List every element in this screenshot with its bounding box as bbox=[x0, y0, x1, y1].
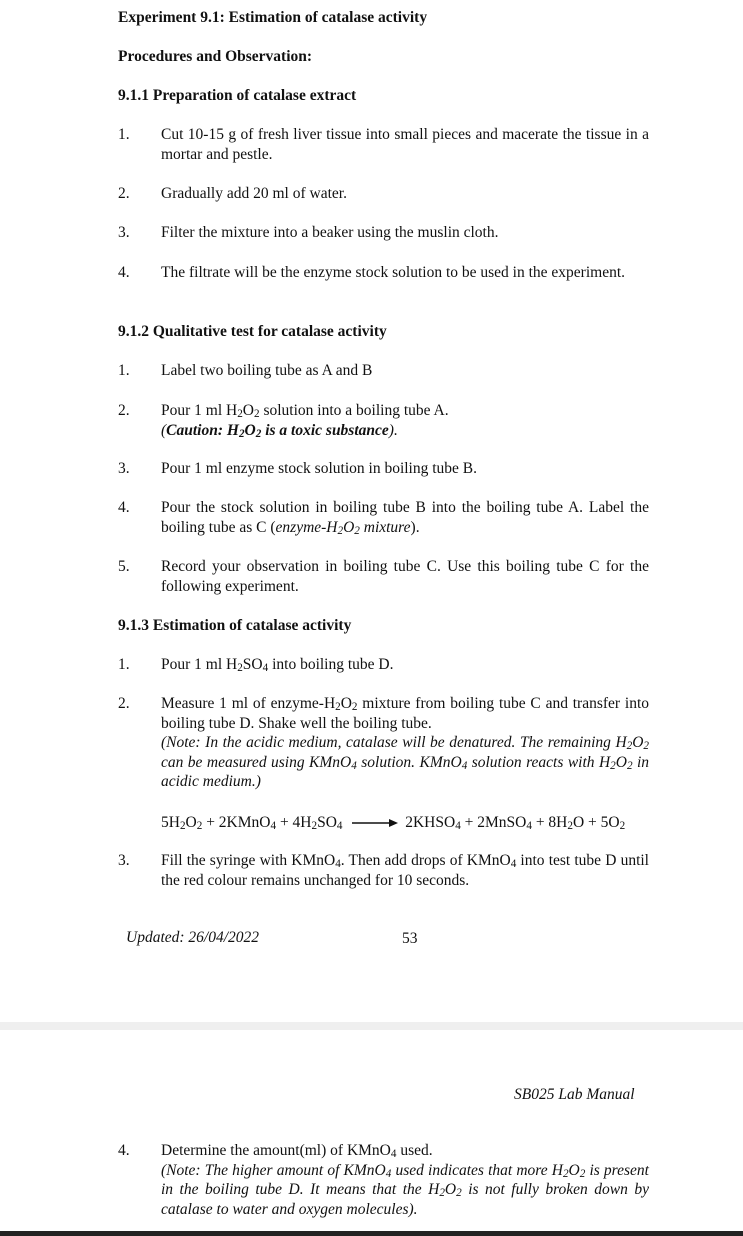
list-item: Measure 1 ml of enzyme-$H_2O_2$ mixture from boiling tube C and transfer into boiling tube D. Shake well the boiling tube. (Note: In the acidic medium, catalase will be denatured. The remaining $H_2O_2$ can be measured using KMnO$_4$ solution. KMnO$_4$ solution reacts with $H_2O_2$ in acidic medium.) bbox=[161, 695, 650, 791]
list-number: 2. bbox=[118, 402, 130, 419]
list-item: Gradually add 20 ml of water. bbox=[161, 185, 347, 202]
list-item: Fill the syringe with KMnO$_4$. Then add drops of KMnO$_4$ into test tube D until the red colour remains unchanged for 10 seconds. bbox=[161, 852, 649, 889]
list-number: 4. bbox=[118, 264, 130, 281]
list-number: 1. bbox=[118, 126, 130, 143]
list-item: Pour 1 ml enzyme stock solution in boiling tube B. bbox=[161, 460, 478, 477]
list-item: Filter the mixture into a beaker using the muslin cloth. bbox=[161, 224, 499, 241]
list-item: Determine the amount(ml) of KMnO$_4$ used. (Note: The higher amount of KMnO$_4$ used indicates that more $H_2O_2$ is present in the boiling tube D. It means that the $H_2O_2$ is not fully broken down by catalase to water and oxygen molecules). bbox=[161, 1142, 649, 1218]
updated-date: Updated: 26/04/2022 bbox=[126, 929, 260, 946]
page-divider bbox=[0, 1022, 743, 1030]
page-number: 53 bbox=[402, 930, 418, 947]
section-heading-9-1-3: 9.1.3 Estimation of catalase activity bbox=[118, 617, 352, 634]
list-item: Pour the stock solution in boiling tube B into the boiling tube A. Label the boiling tube as C ($enzyme-H_2O_2$ mixture). bbox=[161, 499, 649, 537]
chemical-equation: $5H_2O_2$ + 2KMnO$_4$ + $4H_2SO_4$ $2KHSO_4$ + 2MnSO$_4$ + $8H_2O + 5O_2$ bbox=[161, 814, 626, 832]
caution-note: (Caution: $H_2O_2$ is a toxic substance). bbox=[161, 421, 398, 440]
list-item: The filtrate will be the enzyme stock solution to be used in the experiment. bbox=[161, 264, 626, 281]
list-number: 4. bbox=[118, 499, 130, 516]
list-number: 4. bbox=[118, 1142, 130, 1159]
list-item: Record your observation in boiling tube C. Use this boiling tube C for the following experiment. bbox=[161, 558, 649, 595]
manual-header: SB025 Lab Manual bbox=[514, 1086, 635, 1103]
list-number: 1. bbox=[118, 656, 130, 673]
section-heading-9-1-1: 9.1.1 Preparation of catalase extract bbox=[118, 87, 357, 104]
list-item: Pour 1 ml $H_2SO_4$ into boiling tube D. bbox=[161, 656, 394, 674]
list-number: 2. bbox=[118, 185, 130, 202]
list-number: 3. bbox=[118, 224, 130, 241]
procedures-heading: Procedures and Observation: bbox=[118, 48, 313, 65]
list-number: 3. bbox=[118, 852, 130, 869]
note-text: (Note: In the acidic medium, catalase will be denatured. The remaining $H_2O_2$ can be measured using KMnO$_4$ solution. KMnO$_4$ solution reacts with $H_2O_2$ in acidic medium.) bbox=[161, 734, 650, 791]
bottom-edge bbox=[0, 1231, 743, 1236]
list-item: Label two boiling tube as A and B bbox=[161, 362, 373, 379]
note-text: (Note: The higher amount of KMnO$_4$ used indicates that more $H_2O_2$ is present in the boiling tube D. It means that the $H_2O_2$ is not fully broken down by catalase to water and oxygen molecules). bbox=[161, 1161, 649, 1218]
list-number: 1. bbox=[118, 362, 130, 379]
experiment-title: Experiment 9.1: Estimation of catalase activity bbox=[118, 9, 428, 26]
section-heading-9-1-2: 9.1.2 Qualitative test for catalase activity bbox=[118, 323, 387, 340]
list-item: Cut 10-15 g of fresh liver tissue into small pieces and macerate the tissue in a mortar and pestle. bbox=[161, 126, 649, 163]
reaction-arrow-icon bbox=[352, 818, 398, 828]
list-number: 3. bbox=[118, 460, 130, 477]
list-number: 5. bbox=[118, 558, 130, 575]
list-number: 2. bbox=[118, 695, 130, 712]
list-item: Pour 1 ml $H_2O_2$ solution into a boiling tube A. (Caution: $H_2O_2$ is a toxic substance). bbox=[161, 402, 449, 440]
